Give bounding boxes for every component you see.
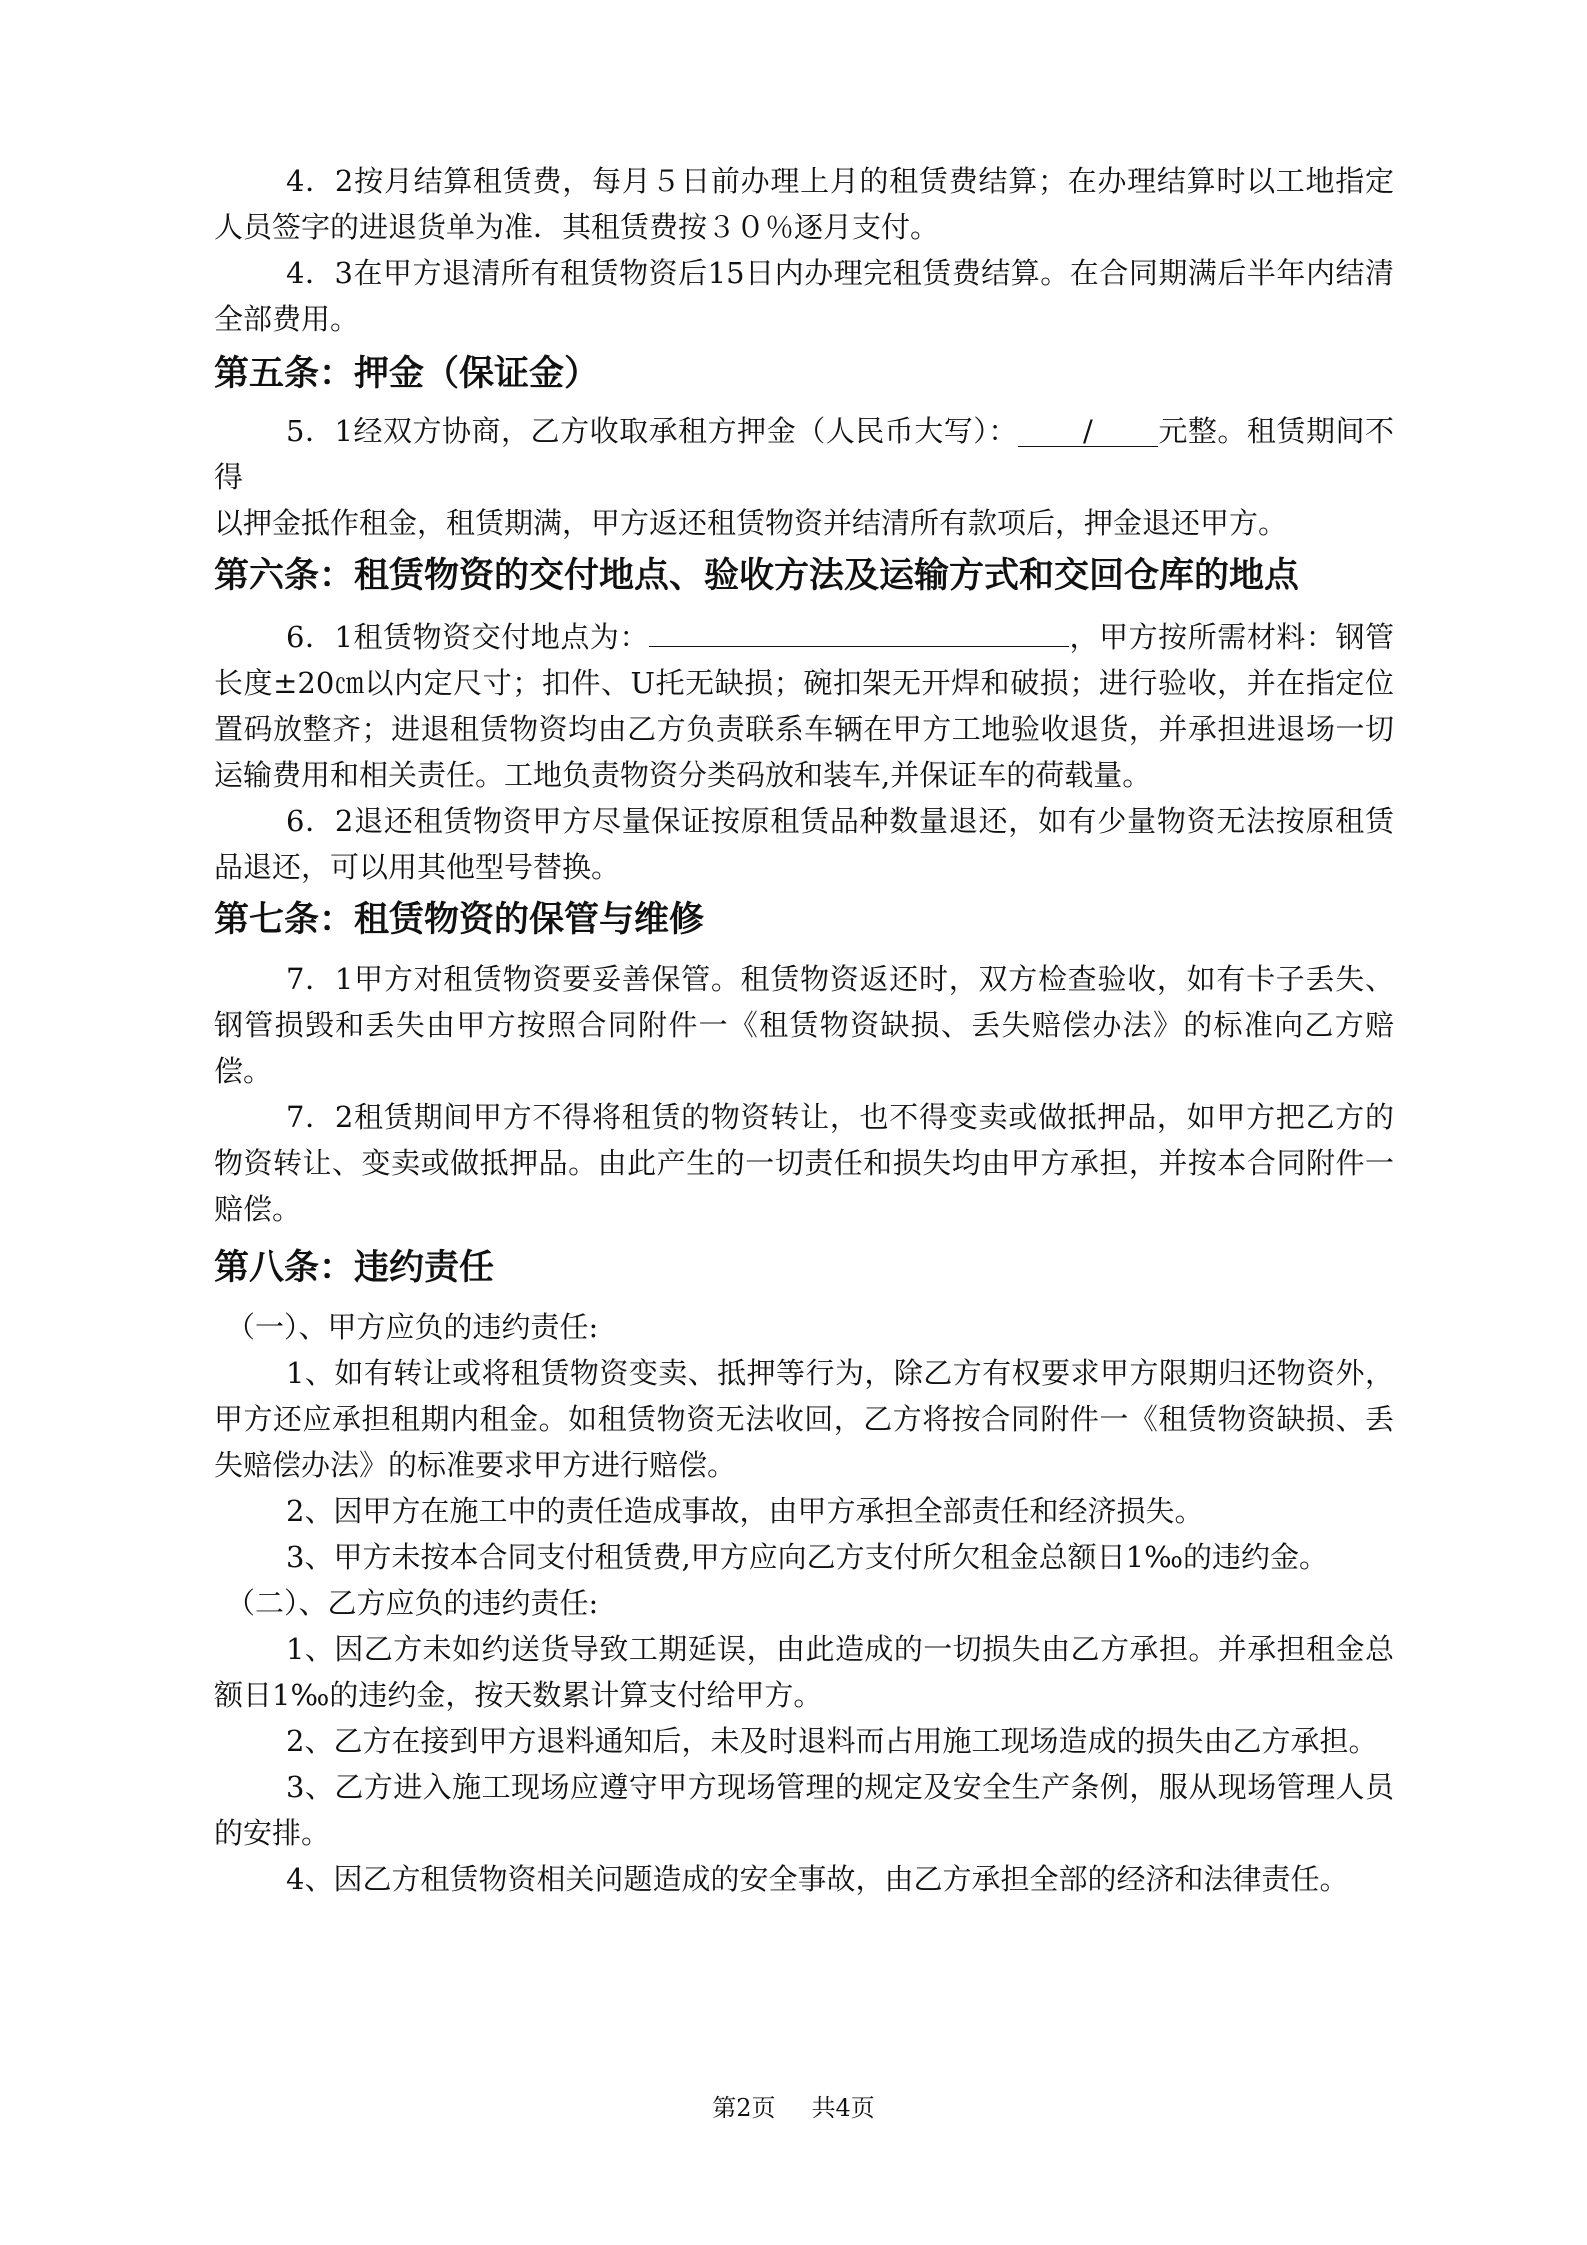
- party-b-item-2: 2、乙方在接到甲方退料通知后，未及时退料而占用施工现场造成的损失由乙方承担。: [286, 1724, 1378, 1758]
- document-body: [214, 158, 1394, 1902]
- delivery-location-blank: [649, 646, 1069, 647]
- clause-5-1: [214, 408, 1394, 500]
- clause-4-2: 4．2按月结算租赁费，每月５日前办理上月的租赁费结算；在办理结算时以工地指定人员签字的进退货单为准．其租赁费按３０％逐月支付。: [214, 164, 1394, 244]
- section-6-heading: 第六条：租赁物资的交付地点、验收方法及运输方式和交回仓库的地点: [214, 555, 1300, 596]
- section-5-heading: 第五条：押金（保证金）: [214, 353, 600, 394]
- party-b-item-3: 3、乙方进入施工现场应遵守甲方现场管理的规定及安全生产条例，服从现场管理人员的安排。: [214, 1770, 1394, 1850]
- page-total: 共4页: [811, 2094, 875, 2122]
- page-footer: [0, 2088, 1587, 2123]
- party-b-item-1: 1、因乙方未如约送货导致工期延误，由此造成的一切损失由乙方承担。并承担租金总额日1‰的违约金，按天数累计算支付给甲方。: [214, 1632, 1394, 1712]
- clause-5-1-continued: 以押金抵作租金，租赁期满，甲方返还租赁物资并结清所有款项后，押金退还甲方。: [214, 506, 1288, 540]
- section-8-heading: 第八条：违约责任: [214, 1247, 495, 1288]
- deposit-amount-blank: /: [1018, 416, 1158, 447]
- clause-5-1-text-after: 元整。租赁期间不得: [214, 414, 1394, 494]
- party-a-liability-title: （一）、甲方应负的违约责任:: [226, 1310, 599, 1344]
- party-b-liability-title: （二）、乙方应负的违约责任:: [226, 1586, 599, 1620]
- clause-7-2: 7．2租赁期间甲方不得将租赁的物资转让，也不得变卖或做抵押品，如甲方把乙方的物资转让、变卖或做抵押品。由此产生的一切责任和损失均由甲方承担，并按本合同附件一赔偿。: [214, 1100, 1394, 1226]
- party-a-item-3: 3、甲方未按本合同支付租赁费,甲方应向乙方支付所欠租金总额日1‰的违约金。: [286, 1540, 1329, 1574]
- party-b-item-4: 4、因乙方租赁物资相关问题造成的安全事故，由乙方承担全部的经济和法律责任。: [286, 1862, 1349, 1896]
- clause-6-1: [214, 614, 1394, 798]
- section-7-heading: 第七条：租赁物资的保管与维修: [214, 899, 705, 940]
- page-number: 第2页: [712, 2094, 776, 2122]
- clause-7-1: 7．1甲方对租赁物资要妥善保管。租赁物资返还时，双方检查验收，如有卡子丢失、钢管损毁和丢失由甲方按照合同附件一《租赁物资缺损、丢失赔偿办法》的标准向乙方赔偿。: [214, 962, 1394, 1088]
- clause-6-1-text-after: ，甲方按所需材料：钢管长度±20㎝以内定尺寸；扣件、U托无缺损；碗扣架无开焊和破损；进行验收，并在指定位置码放整齐；进退租赁物资均由乙方负责联系车辆在甲方工地验收退货，并承担进退场一切运输费用和相关责任。工地负责物资分类码放和装车,并保证车的荷载量。: [214, 620, 1394, 792]
- party-a-item-2: 2、因甲方在施工中的责任造成事故，由甲方承担全部责任和经济损失。: [286, 1494, 1204, 1528]
- clause-6-2: 6．2退还租赁物资甲方尽量保证按原租赁品种数量退还，如有少量物资无法按原租赁品退还，可以用其他型号替换。: [214, 804, 1394, 884]
- clause-4-3: 4．3在甲方退清所有租赁物资后15日内办理完租赁费结算。在合同期满后半年内结清全部费用。: [214, 256, 1394, 336]
- clause-5-1-text: 5．1经双方协商，乙方收取承租方押金（人民币大写）：: [286, 414, 1018, 448]
- party-a-item-1: 1、如有转让或将租赁物资变卖、抵押等行为，除乙方有权要求甲方限期归还物资外，甲方还应承担租期内租金。如租赁物资无法收回，乙方将按合同附件一《租赁物资缺损、丢失赔偿办法》的标准要求甲方进行赔偿。: [214, 1356, 1394, 1482]
- clause-6-1-text: 6．1租赁物资交付地点为：: [286, 620, 649, 654]
